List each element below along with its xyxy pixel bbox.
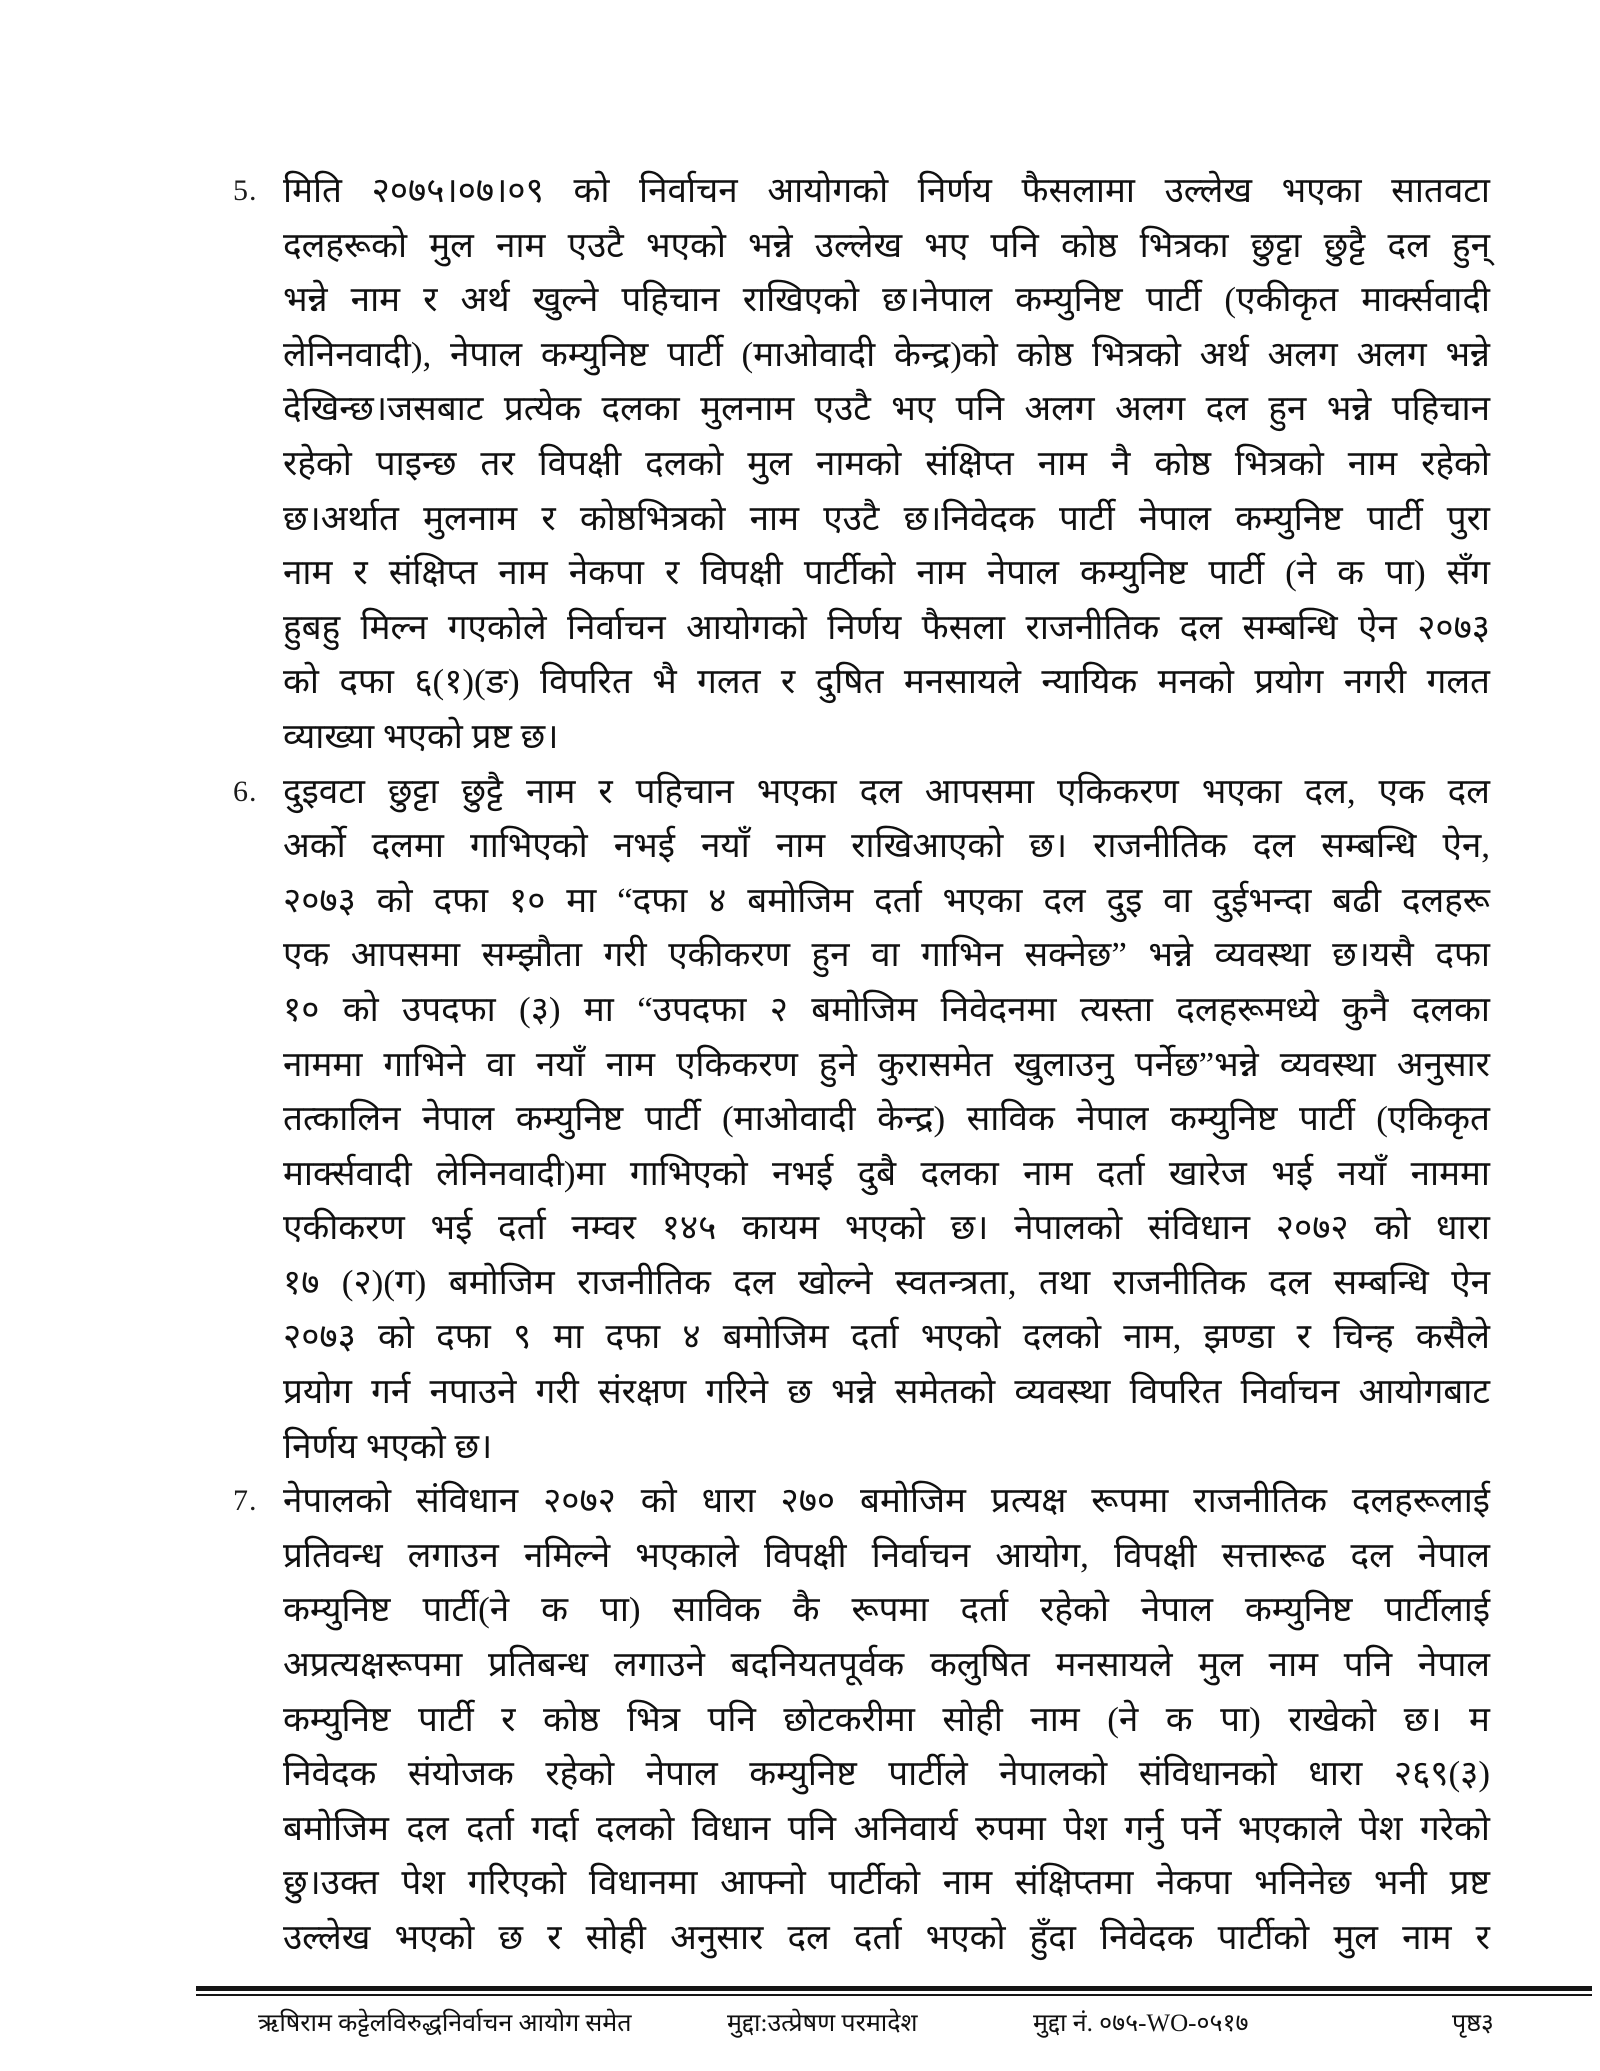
text-line: बमोजिम दल दर्ता गर्दा दलको विधान पनि अनिवार्य रुपमा पेश गर्नु पर्ने भएकाले पेश गरेको: [283, 1808, 1490, 1848]
text-line: निवेदक संयोजक रहेको नेपाल कम्युनिष्ट पार्टीले नेपालको संविधानको धारा २६९(३): [283, 1754, 1490, 1794]
text-line: व्याख्या भएको प्रष्ट छ।: [283, 716, 559, 756]
paragraph-number: 5.: [233, 174, 258, 207]
paragraph-number: 7.: [233, 1484, 258, 1518]
text-line: १० को उपदफा (३) मा “उपदफा २ बमोजिम निवेदनमा त्यस्ता दलहरूमध्ये कुनै दलका: [283, 989, 1490, 1029]
footer-divider: [196, 1986, 1592, 1996]
text-line: मिति २०७५।०७।०९ को निर्वाचन आयोगको निर्णय फैसलामा उल्लेख भएका सातवटा: [283, 171, 1490, 210]
text-line: नेपालको संविधान २०७२ को धारा २७० बमोजिम प्रत्यक्ष रूपमा राजनीतिक दलहरूलाई: [283, 1481, 1490, 1521]
text-line: एकीकरण भई दर्ता नम्वर १४५ कायम भएको छ। नेपालको संविधान २०७२ को धारा: [283, 1208, 1490, 1248]
text-line: छ।अर्थात मुलनाम र कोष्ठभित्रको नाम एउटै छ।निवेदक पार्टी नेपाल कम्युनिष्ट पार्टी पुरा: [283, 498, 1490, 538]
text-line: कम्युनिष्ट पार्टी र कोष्ठ भित्र पनि छोटकरीमा सोही नाम (ने क पा) राखेको छ। म: [283, 1699, 1490, 1739]
text-line: लेनिनवादी), नेपाल कम्युनिष्ट पार्टी (माओवादी केन्द्र)को कोष्ठ भित्रको अर्थ अलग अलग भन्ने: [283, 334, 1490, 374]
text-line: रहेको पाइन्छ तर विपक्षी दलको मुल नामको संक्षिप्त नाम नै कोष्ठ भित्रको नाम रहेको: [283, 443, 1490, 483]
paragraph-number: 6.: [233, 774, 258, 808]
text-line: नाम र संक्षिप्त नाम नेकपा र विपक्षी पार्टीको नाम नेपाल कम्युनिष्ट पार्टी (ने क पा) सँग: [283, 553, 1490, 593]
text-line: १७ (२)(ग) बमोजिम राजनीतिक दल खोल्ने स्वतन्त्रता, तथा राजनीतिक दल सम्बन्धि ऐन: [283, 1262, 1490, 1302]
footer-case-type: मुद्दा:उत्प्रेषण परमादेश: [727, 2010, 918, 2037]
paragraph-item-5: [233, 164, 1490, 765]
footer-case-parties: ऋषिराम कट्टेलविरुद्धनिर्वाचन आयोग समेत: [258, 2010, 632, 2037]
footer-page-number: पृष्ठ३: [1452, 2010, 1494, 2037]
text-line: को दफा ६(१)(ङ) विपरित भै गलत र दुषित मनसायले न्यायिक मनको प्रयोग नगरी गलत: [283, 662, 1490, 702]
text-line: दुइवटा छुट्टा छुट्टै नाम र पहिचान भएका दल आपसमा एकिकरण भएका दल, एक दल: [283, 771, 1490, 811]
text-line: मार्क्सवादी लेनिनवादी)मा गाभिएको नभई दुबै दलका नाम दर्ता खारेज भई नयाँ नाममा: [283, 1153, 1490, 1193]
text-line: तत्कालिन नेपाल कम्युनिष्ट पार्टी (माओवादी केन्द्र) साविक नेपाल कम्युनिष्ट पार्टी (एकिकृत: [283, 1099, 1490, 1139]
text-line: भन्ने नाम र अर्थ खुल्ने पहिचान राखिएको छ।नेपाल कम्युनिष्ट पार्टी (एकीकृत मार्क्सवादी: [283, 280, 1490, 320]
text-line: एक आपसमा सम्झौता गरी एकीकरण हुन वा गाभिन सक्नेछ” भन्ने व्यवस्था छ।यसै दफा: [283, 935, 1490, 975]
text-line: उल्लेख भएको छ र सोही अनुसार दल दर्ता भएको हुँदा निवेदक पार्टीको मुल नाम र: [283, 1918, 1490, 1957]
text-line: २०७३ को दफा १० मा “दफा ४ बमोजिम दर्ता भएका दल दुइ वा दुईभन्दा बढी दलहरू: [283, 880, 1490, 920]
paragraph-item-6: [233, 765, 1490, 1475]
text-line: अप्रत्यक्षरूपमा प्रतिबन्ध लगाउने बदनियतपूर्वक कलुषित मनसायले मुल नाम पनि नेपाल: [283, 1645, 1490, 1685]
text-line: प्रतिवन्ध लगाउन नमिल्ने भएकाले विपक्षी निर्वाचन आयोग, विपक्षी सत्तारूढ दल नेपाल: [283, 1535, 1490, 1575]
footer-case-number: मुद्दा नं. ०७५-WO-०५१७: [1033, 2010, 1249, 2037]
text-line: निर्णय भएको छ।: [283, 1426, 493, 1466]
text-line: २०७३ को दफा ९ मा दफा ४ बमोजिम दर्ता भएको दलको नाम, झण्डा र चिन्ह कसैले: [283, 1317, 1490, 1357]
text-line: कम्युनिष्ट पार्टी(ने क पा) साविक कै रूपमा दर्ता रहेको नेपाल कम्युनिष्ट पार्टीलाई: [283, 1590, 1490, 1630]
text-line: देखिन्छ।जसबाट प्रत्येक दलका मुलनाम एउटै भए पनि अलग अलग दल हुन भन्ने पहिचान: [283, 389, 1490, 429]
document-body: [233, 164, 1490, 1966]
text-line: हुबहु मिल्न गएकोले निर्वाचन आयोगको निर्णय फैसला राजनीतिक दल सम्बन्धि ऐन २०७३: [283, 607, 1490, 647]
text-line: नाममा गाभिने वा नयाँ नाम एकिकरण हुने कुरासमेत खुलाउनु पर्नेछ”भन्ने व्यवस्था अनुसार: [283, 1044, 1490, 1084]
text-line: प्रयोग गर्न नपाउने गरी संरक्षण गरिने छ भन्ने समेतको व्यवस्था विपरित निर्वाचन आयोगबाट: [283, 1372, 1490, 1412]
text-line: दलहरूको मुल नाम एउटै भएको भन्ने उल्लेख भए पनि कोष्ठ भित्रका छुट्टा छुट्टै दल हुन्: [283, 225, 1490, 265]
text-line: अर्को दलमा गाभिएको नभई नयाँ नाम राखिआएको छ। राजनीतिक दल सम्बन्धि ऐन,: [283, 826, 1490, 866]
paragraph-item-7: [233, 1474, 1490, 1965]
text-line: छु।उक्त पेश गरिएको विधानमा आफ्नो पार्टीको नाम संक्षिप्तमा नेकपा भनिनेछ भनी प्रष्ट: [283, 1863, 1490, 1903]
